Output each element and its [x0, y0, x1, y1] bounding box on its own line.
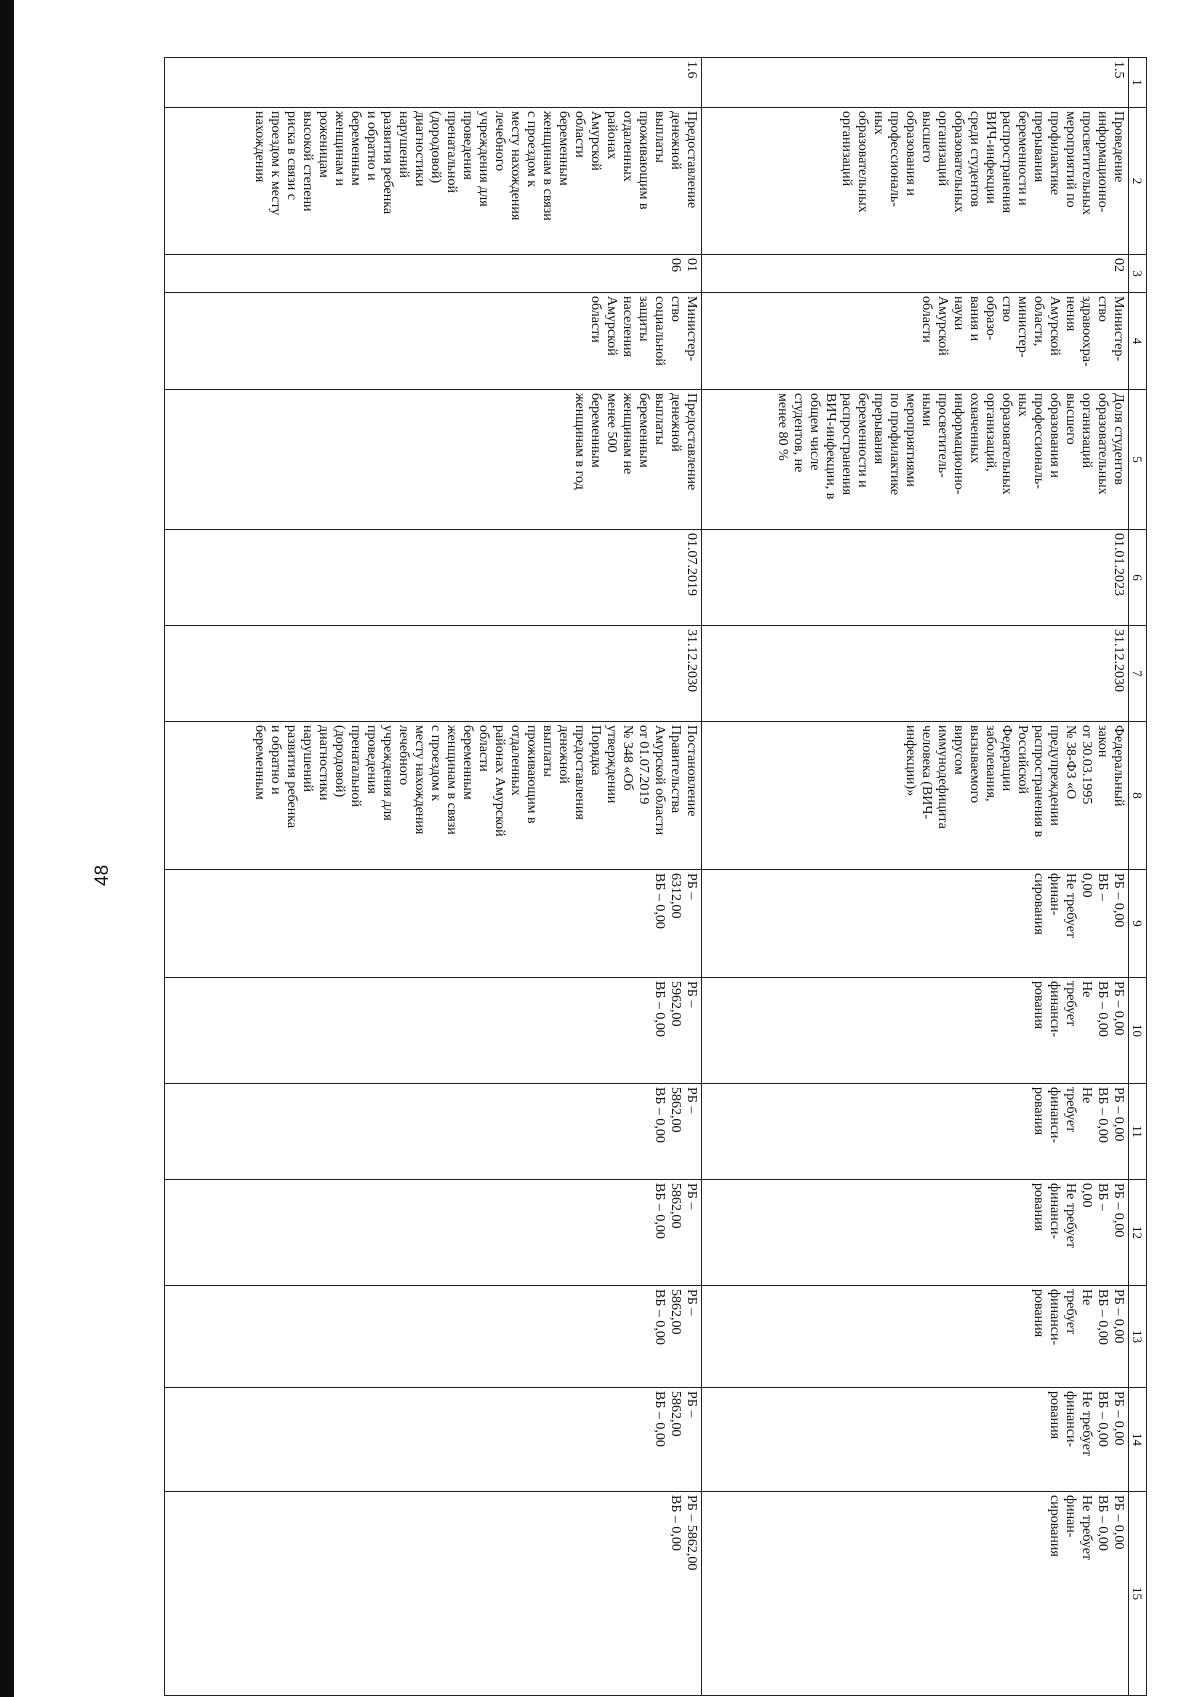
code-cell: 02	[702, 255, 1129, 293]
col-number: 13	[1129, 1286, 1147, 1388]
table-row	[702, 58, 1129, 1696]
col-number: 6	[1129, 530, 1147, 626]
result-cell: Доля студентов образовательных организаций высшего образования и профессиональ- ных образовательных организаций, охваченных информационно- просветитель- ными мероприятиями по профилактике прерывания беременности и распространения ВИЧ-инфекции, в общем числе студентов, не менее 80 %	[702, 390, 1129, 530]
funding-cell: РБ – 0,00 ВБ – 0,00 Не требует финанси- рования	[702, 978, 1129, 1084]
responsible-cell: Министер- ство социальной защиты населения Амурской области	[165, 293, 702, 390]
col-number: 5	[1129, 390, 1147, 530]
activity-name-cell: Предоставление денежной выплаты проживающим в отдаленных районах Амурской области беременным женщинам в связи с проездом к месту нахождения лечебного учреждения для проведения пренатальной (дородовой) диагностики нарушений развития ребенка и обратно и беременным женщинам и роженицам высокой степени риска в связи с проездом к месту нахождения	[165, 108, 702, 255]
scan-edge-shadow	[0, 0, 14, 1697]
program-activities-table	[164, 57, 1147, 1696]
funding-cell: РБ – 0,00 ВБ – 0,00 Не требует финанси- рования	[702, 1084, 1129, 1180]
activity-name-cell: Проведение информационно- просветительных мероприятий по профилактике прерывания беременности и распространения ВИЧ-инфекции среди студентов образовательных организаций высшего образования и профессиональ- ных образовательных организаций	[702, 108, 1129, 255]
table-row	[165, 58, 702, 1696]
col-number: 15	[1129, 1492, 1147, 1696]
col-number: 9	[1129, 870, 1147, 978]
code-cell: 01 06	[165, 255, 702, 293]
col-number: 8	[1129, 722, 1147, 870]
page-number: 48	[92, 864, 113, 886]
funding-cell: РБ – 5862,00 ВБ – 0,00	[165, 1286, 702, 1388]
col-number: 3	[1129, 255, 1147, 293]
funding-cell: РБ – 5862,00 ВБ – 0,00	[165, 1492, 702, 1696]
legal-basis-cell: Федеральный закон от 30.03.1995 № 38-ФЗ «О предупреждении распространения в Российской Федерации заболевания, вызываемого вирусом иммунодефицита человека (ВИЧ- инфекции)»	[702, 722, 1129, 870]
result-cell: Предоставление денежной выплаты беременным женщинам не менее 500 беременным женщинам в год	[165, 390, 702, 530]
col-number: 7	[1129, 626, 1147, 722]
funding-cell: РБ – 5862,00 ВБ – 0,00	[165, 1084, 702, 1180]
funding-cell: РБ – 6312,00 ВБ – 0,00	[165, 870, 702, 978]
funding-cell: РБ – 0,00 ВБ – 0,00 Не требует финанси- рования	[702, 1180, 1129, 1286]
funding-cell: РБ – 0,00 ВБ – 0,00 Не требует финанси- рования	[702, 1388, 1129, 1492]
item-number-cell: 1.6	[165, 58, 702, 108]
column-number-row	[1129, 58, 1147, 1696]
col-number: 1	[1129, 58, 1147, 108]
start-date-cell: 01.01.2023	[702, 530, 1129, 626]
funding-cell: РБ – 5962,00 ВБ – 0,00	[165, 978, 702, 1084]
col-number: 14	[1129, 1388, 1147, 1492]
col-number: 10	[1129, 978, 1147, 1084]
funding-cell: РБ – 0,00 ВБ – 0,00 Не требует финан- сирования	[702, 870, 1129, 978]
funding-cell: РБ – 5862,00 ВБ – 0,00	[165, 1180, 702, 1286]
col-number: 11	[1129, 1084, 1147, 1180]
end-date-cell: 31.12.2030	[165, 626, 702, 722]
funding-cell: РБ – 5862,00 ВБ – 0,00	[165, 1388, 702, 1492]
end-date-cell: 31.12.2030	[702, 626, 1129, 722]
item-number-cell: 1.5	[702, 58, 1129, 108]
funding-cell: РБ – 0,00 ВБ – 0,00 Не требует финан- сирования	[702, 1492, 1129, 1696]
legal-basis-cell: Постановление Правительства Амурской области от 01.07.2019 № 348 «Об утверждении Порядка предоставления денежной выплаты проживающим в отдаленных районах Амурской области беременным женщинам в связи с проездом к месту нахождения лечебного учреждения для проведения пренатальной (дородовой) диагностики нарушений развития ребенка и обратно и беременным	[165, 722, 702, 870]
col-number: 12	[1129, 1180, 1147, 1286]
col-number: 4	[1129, 293, 1147, 390]
funding-cell: РБ – 0,00 ВБ – 0,00 Не требует финанси- рования	[702, 1286, 1129, 1388]
start-date-cell: 01.07.2019	[165, 530, 702, 626]
col-number: 2	[1129, 108, 1147, 255]
responsible-cell: Министер- ство здравоохра- нения Амурской области, министер- ство образо- вания и науки Амурской области	[702, 293, 1129, 390]
rotated-table-container	[167, 57, 1147, 1695]
